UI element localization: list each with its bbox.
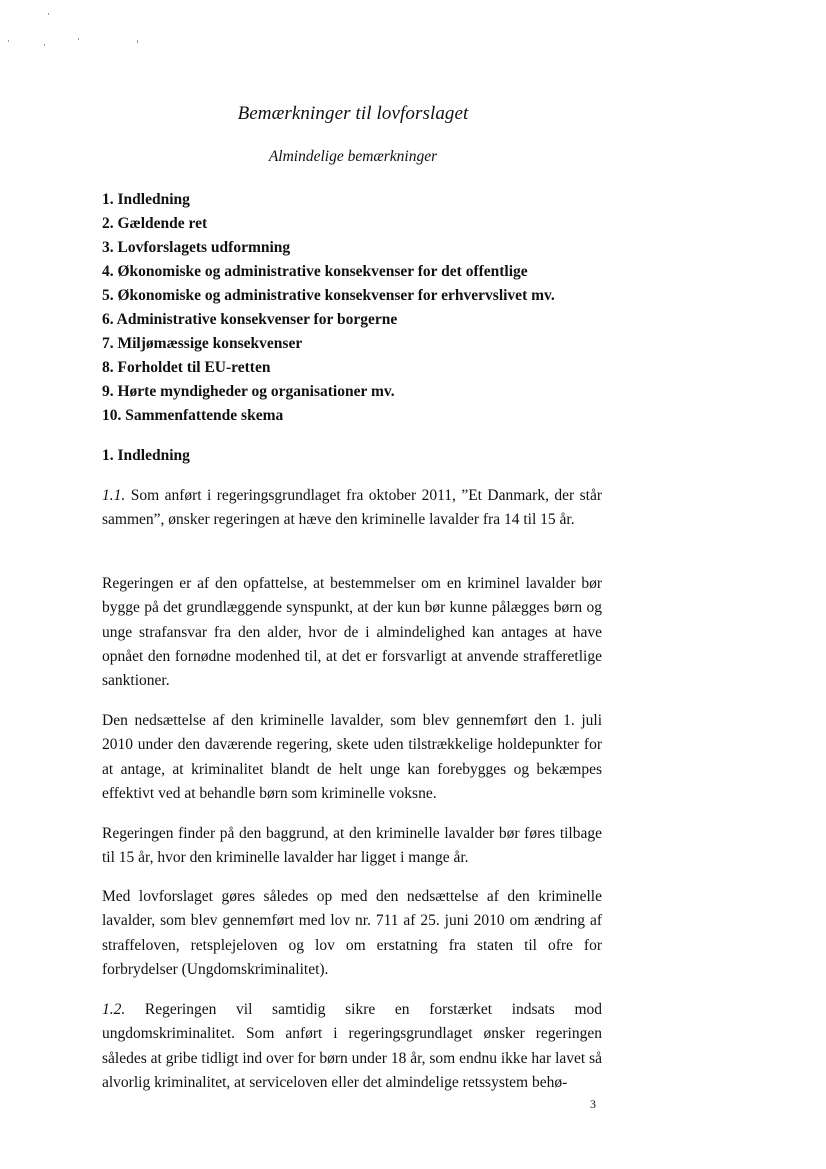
toc-item: 2. Gældende ret bbox=[102, 215, 208, 232]
toc-item: 9. Hørte myndigheder og organisationer mv. bbox=[102, 383, 395, 400]
toc-item: 3. Lovforslagets udformning bbox=[102, 239, 291, 256]
paragraph-text: Som anført i regeringsgrundlaget fra oktober 2011, ”Et Danmark, der står sammen”, ønsker regeringen at hæve den kriminelle lavalder fra 14 til 15 år. bbox=[102, 487, 603, 529]
document-subtitle: Almindelige bemærkninger bbox=[268, 148, 438, 165]
toc-item: 10. Sammenfattende skema bbox=[102, 407, 284, 424]
toc-item: 8. Forholdet til EU-retten bbox=[102, 359, 271, 376]
paragraph bbox=[102, 998, 602, 1095]
toc-item: 1. Indledning bbox=[102, 191, 190, 208]
page-number: 3 bbox=[590, 1097, 596, 1111]
paragraph-text: Med lovforslaget gøres således op med den nedsættelse af den kriminelle lavalder, som blev gennemført med lov nr. 711 af 25. juni 2010 om ændring af straffeloven, retsplejeloven og lov om erstatning fra staten til ofre for forbrydelser (Ungdomskriminalitet). bbox=[102, 888, 602, 978]
toc-item: 5. Økonomiske og administrative konsekvenser for erhvervslivet mv. bbox=[102, 287, 555, 304]
toc-item: 7. Miljømæssige konsekvenser bbox=[102, 335, 303, 352]
paragraph bbox=[102, 822, 602, 871]
paragraph bbox=[102, 572, 602, 693]
paragraph-number: 1.1. bbox=[102, 487, 126, 504]
paragraph-text: Regeringen er af den opfattelse, at bestemmelser om en kriminel lavalder bør bygge på det grundlæggende synspunkt, at der kun bør kunne pålægges børn og unge strafansvar fra den alder, hvor de i almindelighed kan antages at have opnået den fornødne modenhed til, at det er forsvarligt at anvende strafferetlige sanktioner. bbox=[102, 575, 602, 690]
toc-item: 4. Økonomiske og administrative konsekvenser for det offentlige bbox=[102, 263, 528, 280]
paragraph bbox=[102, 885, 602, 982]
toc-item: 6. Administrative konsekvenser for borgerne bbox=[102, 311, 398, 328]
paragraph bbox=[102, 484, 602, 533]
document-title: Bemærkninger til lovforslaget bbox=[237, 103, 469, 124]
paragraph-number: 1.2. bbox=[102, 1001, 126, 1018]
paragraph-text: Regeringen finder på den baggrund, at den kriminelle lavalder bør føres tilbage til 15 år, hvor den kriminelle lavalder har ligget i mange år. bbox=[102, 825, 602, 867]
section-heading: 1. Indledning bbox=[102, 447, 190, 464]
table-of-contents bbox=[102, 188, 555, 428]
paragraph-text: Den nedsættelse af den kriminelle lavalder, som blev gennemført den 1. juli 2010 under den daværende regering, skete uden tilstrækkelige holdepunkter for at antage, at kriminalitet blandt de helt unge kan forebygges og bekæmpes effektivt ved at behandle børn som kriminelle voksne. bbox=[102, 712, 602, 802]
paragraph bbox=[102, 709, 602, 806]
paragraph-text: Regeringen vil samtidig sikre en forstærket indsats mod ungdomskriminalitet. Som anført i regeringsgrundlaget ønsker regeringen således at gribe tidligt ind over for børn under 18 år, som endnu ikke har lavet så alvorlig kriminalitet, at serviceloven eller det almindelige retssystem behø- bbox=[102, 1001, 602, 1091]
